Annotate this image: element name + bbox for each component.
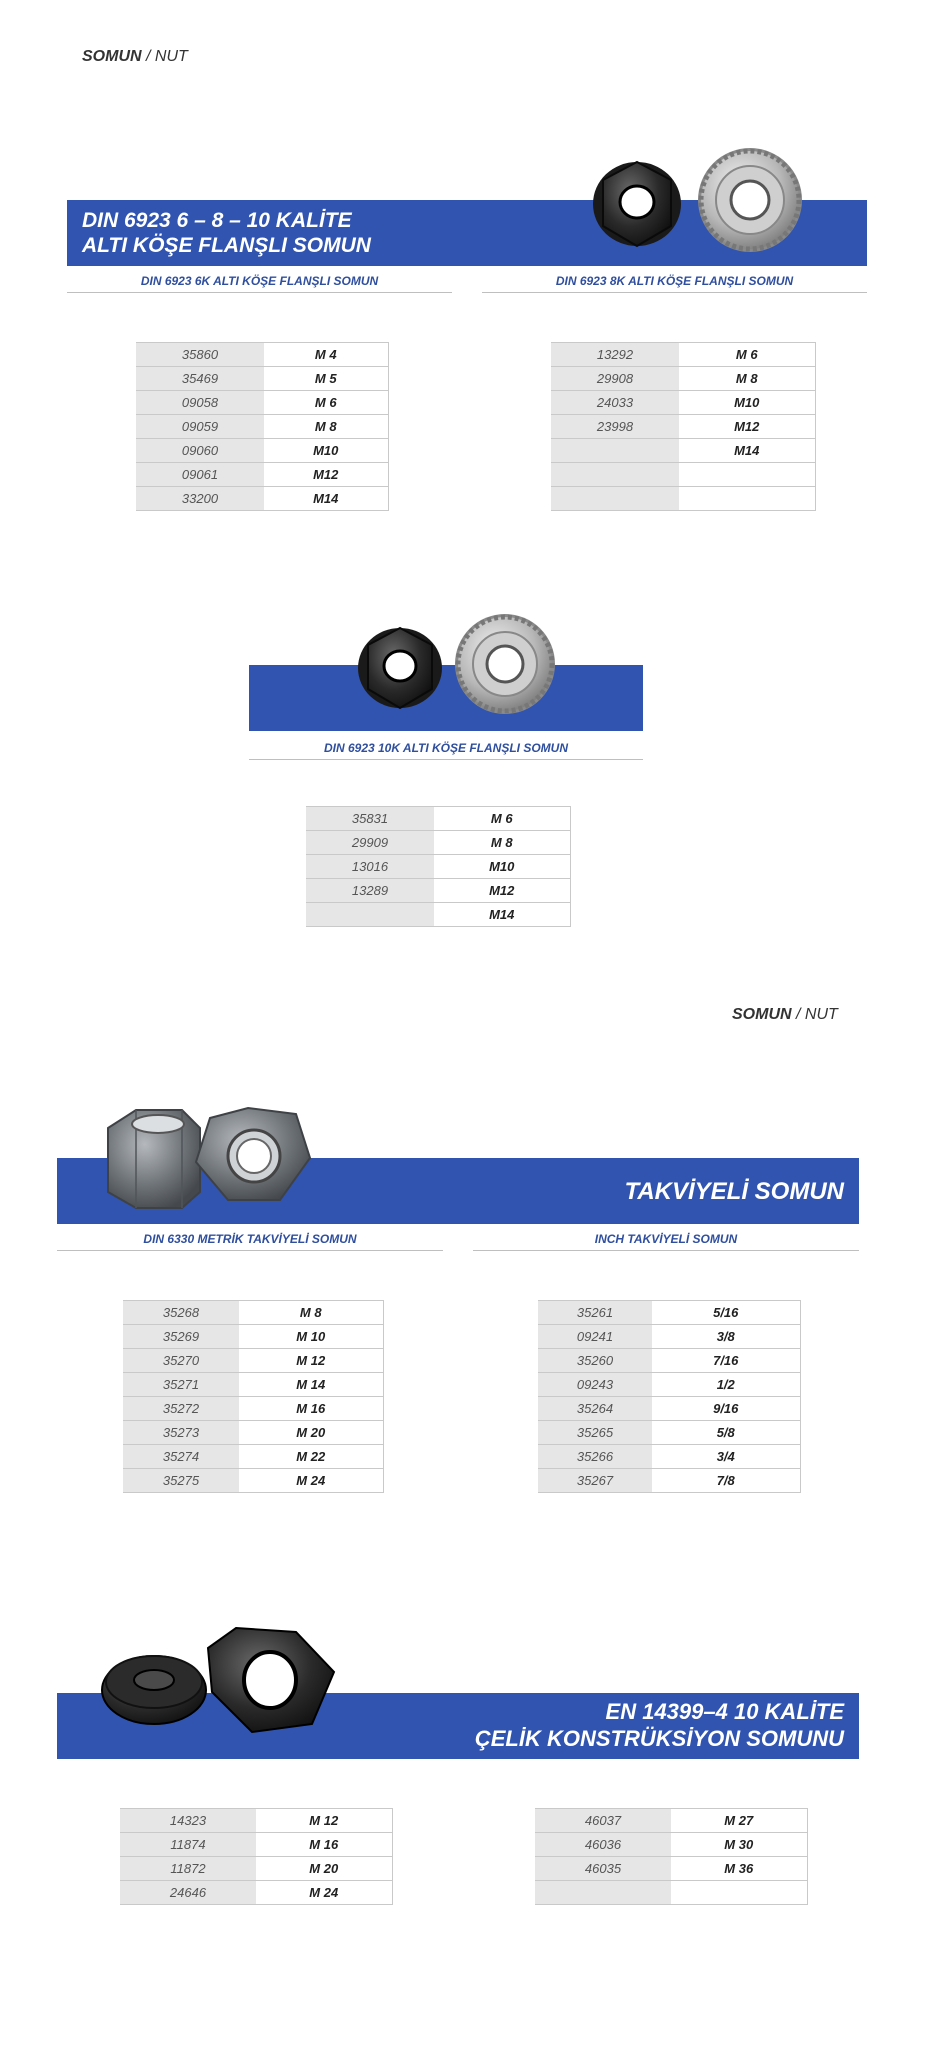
size-cell: 1/2 [652,1373,800,1397]
table-row [123,1421,383,1445]
table-row [306,855,570,879]
product-code-cell: 46036 [535,1833,671,1857]
product-code-cell: 35271 [123,1373,239,1397]
section4-right-table [535,1808,808,1905]
flange-nut-black-icon [358,628,442,708]
product-code-cell: 09243 [538,1373,652,1397]
table-row [120,1809,392,1833]
table-row [538,1469,800,1493]
product-code-cell: 35274 [123,1445,239,1469]
size-cell: M 24 [256,1881,392,1905]
header-nut-2: NUT [804,1006,838,1023]
size-cell: M 8 [434,831,570,855]
header-somun: SOMUN [82,48,142,65]
product-code-cell: 09058 [136,391,264,415]
product-code-cell: 29908 [551,367,679,391]
product-code-cell: 09061 [136,463,264,487]
header-nut: NUT [154,48,188,65]
section1-banner-line2: ALTI KÖŞE FLANŞLI SOMUN [82,234,371,257]
section1-right-table [551,342,816,511]
section1-left-title: DIN 6923 6K ALTI KÖŞE FLANŞLI SOMUN [67,274,452,293]
product-code-cell: 35260 [538,1349,652,1373]
table-row [538,1397,800,1421]
flange-nut-black-icon [593,162,681,246]
table-row [123,1325,383,1349]
size-cell: M 20 [239,1421,383,1445]
header-sep-2: / [791,1006,805,1023]
product-code-cell: 35266 [538,1445,652,1469]
table-row [136,415,388,439]
table-row [136,487,388,511]
table-row [136,391,388,415]
product-code-cell: 46037 [535,1809,671,1833]
size-cell: M 10 [239,1325,383,1349]
product-code-cell: 33200 [136,487,264,511]
section2-table [306,806,571,927]
table-row [306,903,570,927]
table-row [538,1301,800,1325]
product-code-cell [551,487,679,511]
product-code-cell: 35269 [123,1325,239,1349]
size-cell: M 22 [239,1445,383,1469]
product-code-cell: 35860 [136,343,264,367]
table-row [535,1881,807,1905]
structural-nut-pair-icon [100,1620,340,1740]
heavy-nut-icon [108,1110,200,1208]
product-code-cell: 24033 [551,391,679,415]
section2-title: DIN 6923 10K ALTI KÖŞE FLANŞLI SOMUN [249,741,643,760]
structural-nut-icon-2 [208,1628,334,1732]
section3-left-title: DIN 6330 METRİK TAKVİYELİ SOMUN [57,1232,443,1251]
size-cell: M14 [434,903,570,927]
section4-banner-line1: EN 14399–4 10 KALİTE [605,1699,844,1724]
size-cell: 5/16 [652,1301,800,1325]
table-row [551,439,815,463]
page-header-tag [82,48,188,66]
section1-left-table [136,342,389,511]
product-code-cell: 11872 [120,1857,256,1881]
table-row [538,1349,800,1373]
size-cell: M 6 [264,391,388,415]
product-code-cell: 46035 [535,1857,671,1881]
product-code-cell: 09059 [136,415,264,439]
product-code-cell: 23998 [551,415,679,439]
section3-right-table [538,1300,801,1493]
product-code-cell: 14323 [120,1809,256,1833]
size-cell: M 20 [256,1857,392,1881]
product-code-cell: 13292 [551,343,679,367]
size-cell: 9/16 [652,1397,800,1421]
product-code-cell: 35270 [123,1349,239,1373]
size-cell: M 5 [264,367,388,391]
size-cell: 3/4 [652,1445,800,1469]
table-row [120,1881,392,1905]
structural-nut-icon [102,1656,206,1724]
table-row [551,343,815,367]
header-somun-2: SOMUN [732,1006,792,1023]
table-row [120,1857,392,1881]
size-cell: 5/8 [652,1421,800,1445]
size-cell: M 8 [264,415,388,439]
size-cell: M12 [264,463,388,487]
table-row [538,1445,800,1469]
table-row [120,1833,392,1857]
table-row [306,831,570,855]
page-header-tag-2 [732,1006,838,1024]
product-code-cell: 35265 [538,1421,652,1445]
section4-left-table [120,1808,393,1905]
section3-banner-title: TAKVİYELİ SOMUN [624,1178,844,1205]
product-code-cell: 29909 [306,831,434,855]
size-cell: M 6 [434,807,570,831]
table-row [123,1397,383,1421]
table-row [551,463,815,487]
product-code-cell: 09060 [136,439,264,463]
product-code-cell [551,463,679,487]
table-row [535,1833,807,1857]
size-cell: M 6 [679,343,815,367]
section4-banner-line2: ÇELİK KONSTRÜKSİYON SOMUNU [474,1726,844,1751]
table-row [535,1809,807,1833]
section1-banner-line1: DIN 6923 6 – 8 – 10 KALİTE [82,209,352,232]
size-cell: M 8 [679,367,815,391]
table-row [551,487,815,511]
product-code-cell: 35275 [123,1469,239,1493]
size-cell [679,487,815,511]
size-cell: M 16 [256,1833,392,1857]
product-code-cell: 24646 [120,1881,256,1905]
size-cell: 7/16 [652,1349,800,1373]
table-row [136,463,388,487]
product-code-cell: 13289 [306,879,434,903]
table-row [123,1301,383,1325]
product-code-cell [306,903,434,927]
product-code-cell: 35272 [123,1397,239,1421]
size-cell: 7/8 [652,1469,800,1493]
table-row [136,367,388,391]
table-row [535,1857,807,1881]
table-row [306,807,570,831]
table-row [538,1421,800,1445]
size-cell: M10 [434,855,570,879]
size-cell: 3/8 [652,1325,800,1349]
table-row [136,343,388,367]
size-cell [671,1881,807,1905]
product-code-cell: 35261 [538,1301,652,1325]
size-cell: M 16 [239,1397,383,1421]
section1-right-title: DIN 6923 8K ALTI KÖŞE FLANŞLI SOMUN [482,274,867,293]
table-row [551,367,815,391]
table-row [538,1325,800,1349]
flange-nut-zinc-icon [698,148,802,252]
size-cell: M14 [679,439,815,463]
product-code-cell: 13016 [306,855,434,879]
header-sep: / [141,48,155,65]
size-cell: M 4 [264,343,388,367]
size-cell: M 36 [671,1857,807,1881]
product-code-cell [551,439,679,463]
table-row [123,1469,383,1493]
section3-right-title: INCH TAKVİYELİ SOMUN [473,1232,859,1251]
product-code-cell: 35267 [538,1469,652,1493]
size-cell: M 27 [671,1809,807,1833]
table-row [538,1373,800,1397]
flange-nut-pair-icon-2 [350,612,560,717]
size-cell: M10 [264,439,388,463]
table-row [551,391,815,415]
table-row [306,879,570,903]
table-row [136,439,388,463]
product-code-cell [535,1881,671,1905]
product-code-cell: 11874 [120,1833,256,1857]
flange-nut-pair-icon [585,146,805,256]
size-cell [679,463,815,487]
product-code-cell: 09241 [538,1325,652,1349]
product-code-cell: 35469 [136,367,264,391]
size-cell: M 8 [239,1301,383,1325]
size-cell: M10 [679,391,815,415]
product-code-cell: 35264 [538,1397,652,1421]
size-cell: M 14 [239,1373,383,1397]
flange-nut-zinc-icon [455,614,555,714]
size-cell: M 12 [256,1809,392,1833]
table-row [123,1373,383,1397]
product-code-cell: 35273 [123,1421,239,1445]
table-row [123,1349,383,1373]
size-cell: M 12 [239,1349,383,1373]
size-cell: M12 [679,415,815,439]
table-row [551,415,815,439]
heavy-nut-icon-2 [196,1108,310,1200]
table-row [123,1445,383,1469]
size-cell: M 30 [671,1833,807,1857]
product-code-cell: 35831 [306,807,434,831]
size-cell: M12 [434,879,570,903]
heavy-nut-pair-icon [100,1100,320,1215]
product-code-cell: 35268 [123,1301,239,1325]
size-cell: M 24 [239,1469,383,1493]
section3-left-table [123,1300,384,1493]
size-cell: M14 [264,487,388,511]
